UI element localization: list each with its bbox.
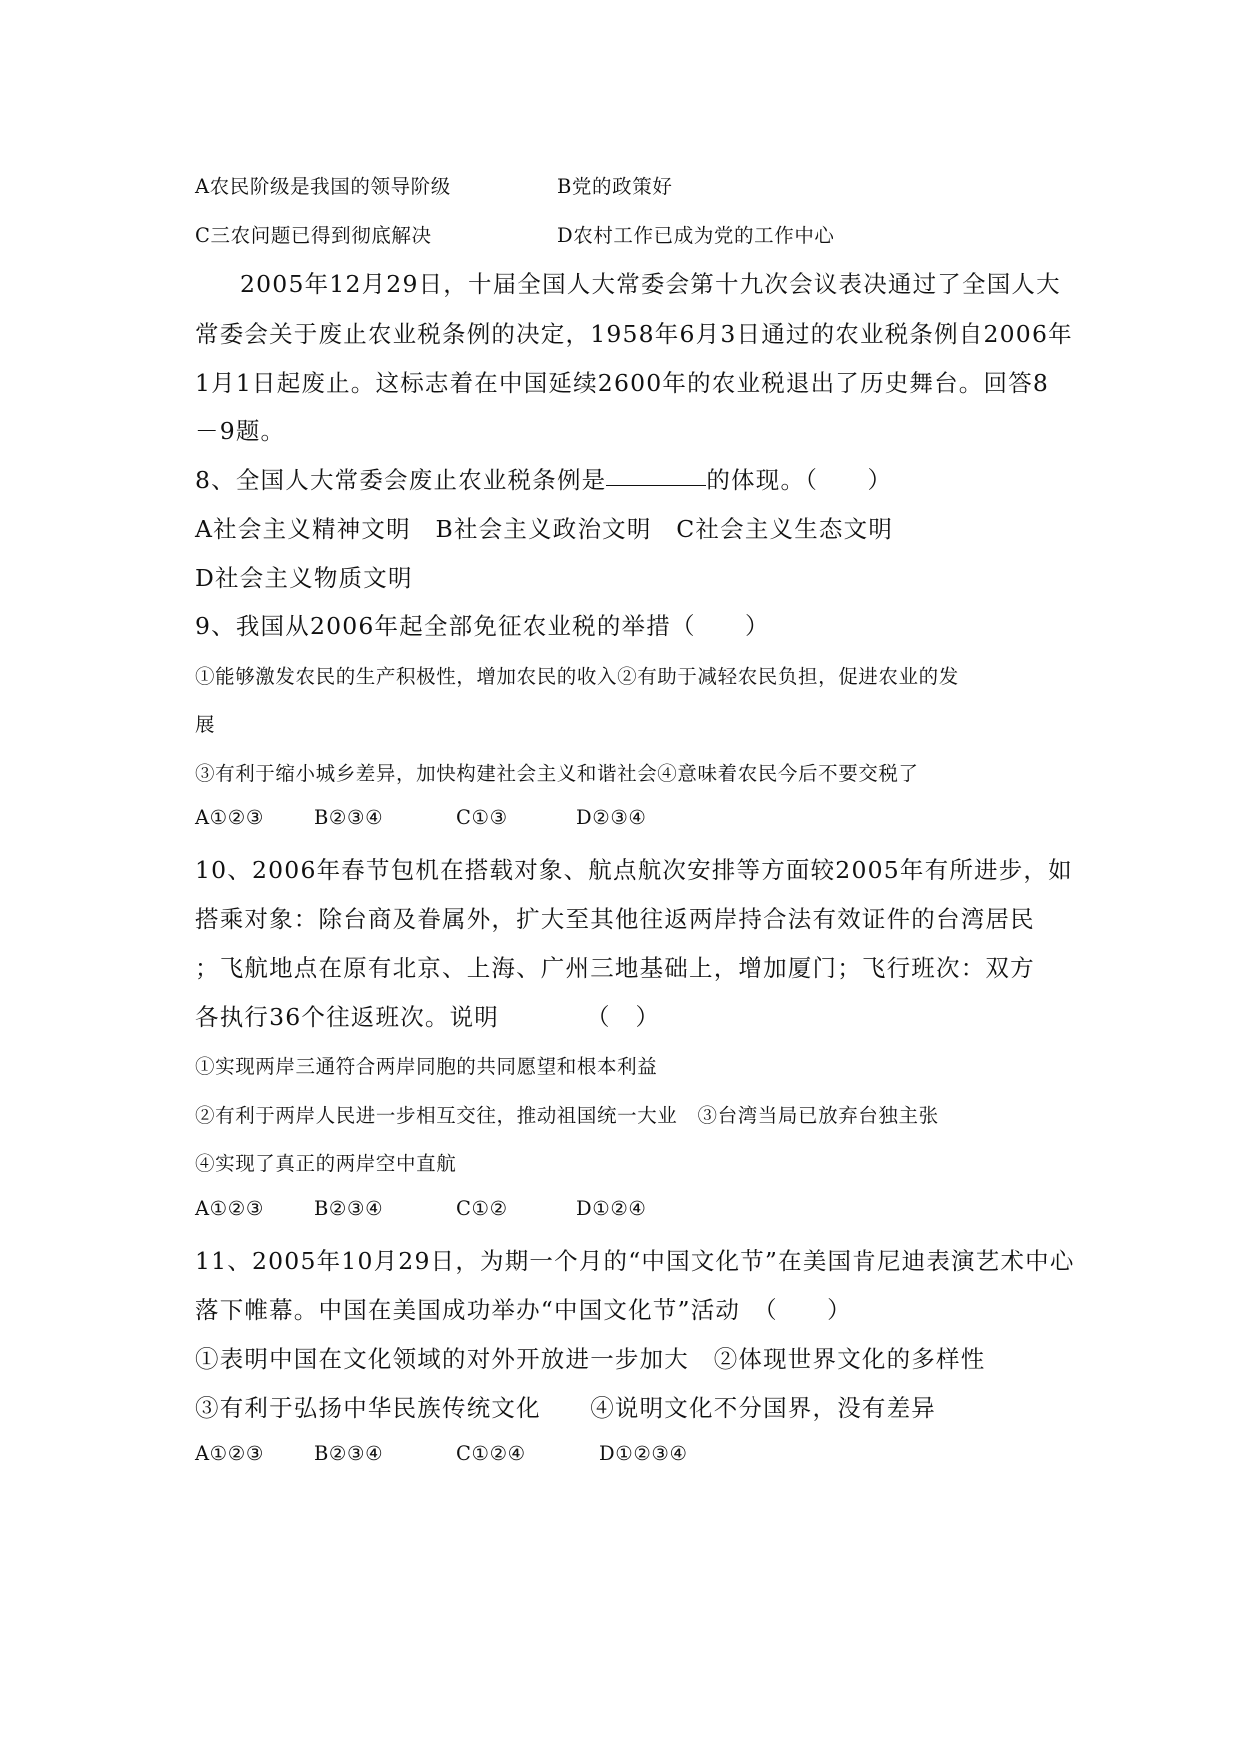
q10-option-d: D①②④: [576, 1197, 647, 1220]
q11-option-a: A①②③: [195, 1442, 264, 1465]
q10-stem-line-4: 各执行36个往返班次。说明 （ ）: [195, 1003, 661, 1031]
q7-option-c: C三农问题已得到彻底解决: [195, 224, 432, 247]
q8-options-line-1: A社会主义精神文明 B社会主义政治文明 C社会主义生态文明: [195, 515, 894, 543]
q10-stem-line-3: ；飞航地点在原有北京、上海、广州三地基础上，增加厦门；飞行班次：双方: [195, 954, 1035, 982]
q11-option-b: B②③④: [314, 1442, 384, 1465]
q10-item-line-2: ②有利于两岸人民进一步相互交往，推动祖国统一大业 ③台湾当局已放弃台独主张: [195, 1104, 939, 1127]
passage-line-4: －9题。: [195, 417, 286, 445]
q9-item-line-1: ①能够激发农民的生产积极性，增加农民的收入②有助于减轻农民负担，促进农业的发: [195, 665, 959, 688]
passage-line-1: 2005年12月29日，十届全国人大常委会第十九次会议表决通过了全国人大: [240, 270, 1061, 298]
q11-item-line-2: ③有利于弘扬中华民族传统文化 ④说明文化不分国界，没有差异: [195, 1394, 936, 1422]
q10-option-c: C①②: [456, 1197, 508, 1220]
q11-stem-line-2: 落下帷幕。中国在美国成功举办“中国文化节”活动 （ ）: [195, 1296, 852, 1324]
q9-option-b: B②③④: [314, 806, 384, 829]
q8-options-line-2: D社会主义物质文明: [195, 564, 413, 592]
q8-answer-blank: [606, 484, 706, 486]
q10-stem-line-2: 搭乘对象：除台商及眷属外，扩大至其他往返两岸持合法有效证件的台湾居民: [195, 905, 1035, 933]
q9-option-d: D②③④: [576, 806, 647, 829]
q9-item-line-3: ③有利于缩小城乡差异，加快构建社会主义和谐社会④意味着农民今后不要交税了: [195, 762, 919, 785]
q10-option-a: A①②③: [195, 1197, 264, 1220]
q10-item-line-3: ④实现了真正的两岸空中直航: [195, 1152, 457, 1175]
q9-item-line-2: 展: [195, 713, 216, 736]
q11-item-line-1: ①表明中国在文化领域的对外开放进一步加大 ②体现世界文化的多样性: [195, 1345, 986, 1373]
q10-stem-line-1: 10、2006年春节包机在搭载对象、航点航次安排等方面较2005年有所进步，如: [195, 856, 1073, 884]
q9-stem: 9、我国从2006年起全部免征农业税的举措（ ）: [195, 612, 770, 640]
q11-stem-line-1: 11、2005年10月29日，为期一个月的“中国文化节”在美国肯尼迪表演艺术中心: [195, 1247, 1075, 1275]
q9-option-a: A①②③: [195, 806, 264, 829]
q10-option-b: B②③④: [314, 1197, 384, 1220]
q7-option-a: A农民阶级是我国的领导阶级: [195, 175, 451, 198]
q8-stem: [195, 461, 892, 495]
q7-option-d: D农村工作已成为党的工作中心: [557, 224, 835, 247]
q9-option-c: C①③: [456, 806, 508, 829]
q10-item-line-1: ①实现两岸三通符合两岸同胞的共同愿望和根本利益: [195, 1055, 658, 1078]
q7-option-b: B党的政策好: [557, 175, 673, 198]
q11-option-c: C①②④: [456, 1442, 526, 1465]
q11-option-d: D①②③④: [599, 1442, 688, 1465]
q8-stem-after: 的体现。（ ）: [706, 466, 893, 494]
q8-stem-before: 8、全国人大常委会废止农业税条例是: [195, 466, 607, 494]
passage-line-3: 1月1日起废止。这标志着在中国延续2600年的农业税退出了历史舞台。回答8: [195, 369, 1050, 397]
passage-line-2: 常委会关于废止农业税条例的决定，1958年6月3日通过的农业税条例自2006年: [195, 320, 1073, 348]
